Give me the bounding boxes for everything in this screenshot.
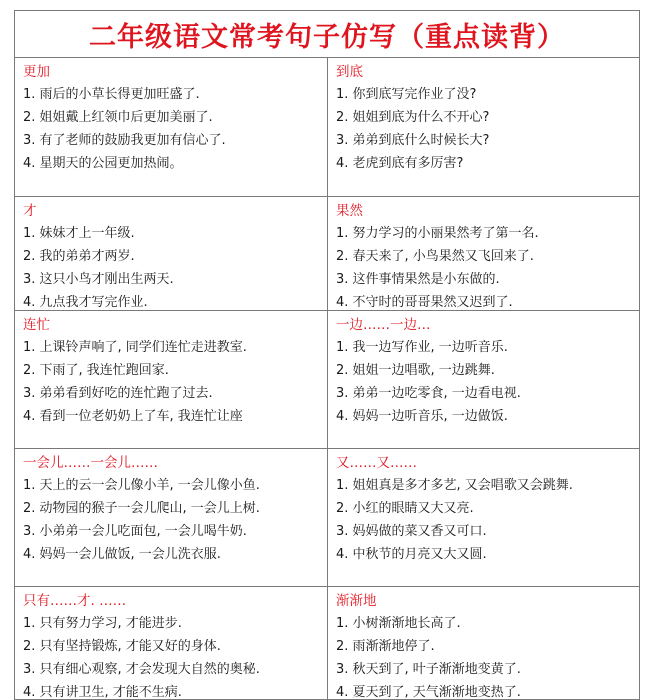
example-sentence: 4. 老虎到底有多厉害?: [336, 156, 464, 171]
example-sentence: 1. 妹妹才上一年级.: [23, 226, 135, 241]
example-sentence: 2. 小红的眼睛又大又亮.: [336, 501, 474, 516]
example-sentence: 3. 秋天到了, 叶子渐渐地变黄了.: [336, 662, 521, 677]
example-sentence: 1. 雨后的小草长得更加旺盛了.: [23, 87, 200, 102]
example-sentence: 3. 小弟弟一会儿吃面包, 一会儿喝牛奶.: [23, 524, 247, 539]
section-cell: [327, 587, 639, 700]
table-row: [15, 58, 639, 197]
section-heading: 只有……才. ……: [23, 593, 127, 609]
section-heading: 渐渐地: [336, 593, 377, 609]
table-row: [15, 311, 639, 449]
example-sentence: 3. 这只小鸟才刚出生两天.: [23, 272, 174, 287]
example-sentence: 1. 努力学习的小丽果然考了第一名.: [336, 226, 539, 241]
example-sentence: 2. 姐姐一边唱歌, 一边跳舞.: [336, 363, 495, 378]
example-sentence: 2. 雨渐渐地停了.: [336, 639, 435, 654]
example-sentence: 1. 你到底写完作业了没?: [336, 87, 477, 102]
example-sentence: 2. 春天来了, 小鸟果然又飞回来了.: [336, 249, 534, 264]
worksheet: [14, 10, 640, 700]
example-sentence: 1. 只有努力学习, 才能进步.: [23, 616, 182, 631]
table-row: [15, 449, 639, 587]
section-cell: [15, 449, 327, 586]
example-sentence: 2. 我的弟弟才两岁.: [23, 249, 135, 264]
table-row: [15, 197, 639, 311]
section-heading: 更加: [23, 64, 50, 80]
example-sentence: 1. 天上的云一会儿像小羊, 一会儿像小鱼.: [23, 478, 260, 493]
example-sentence: 3. 有了老师的鼓励我更加有信心了.: [23, 133, 226, 148]
example-sentence: 1. 我一边写作业, 一边听音乐.: [336, 340, 508, 355]
section-heading: 果然: [336, 203, 363, 219]
example-sentence: 4. 星期天的公园更加热闹。: [23, 156, 183, 171]
example-sentence: 4. 九点我才写完作业.: [23, 295, 148, 310]
example-sentence: 4. 不守时的哥哥果然又迟到了.: [336, 295, 513, 310]
example-sentence: 4. 只有讲卫生, 才能不生病.: [23, 685, 182, 700]
section-heading: 到底: [336, 64, 363, 80]
section-cell: [327, 58, 639, 196]
section-cell: [327, 449, 639, 586]
example-sentence: 2. 只有坚持锻炼, 才能又好的身体.: [23, 639, 221, 654]
example-sentence: 1. 小树渐渐地长高了.: [336, 616, 461, 631]
example-sentence: 1. 姐姐真是多才多艺, 又会唱歌又会跳舞.: [336, 478, 573, 493]
example-sentence: 2. 下雨了, 我连忙跑回家.: [23, 363, 169, 378]
section-cell: [15, 311, 327, 448]
section-cell: [15, 587, 327, 700]
example-sentence: 3. 弟弟到底什么时候长大?: [336, 133, 490, 148]
section-cell: [15, 197, 327, 310]
section-cell: [15, 58, 327, 196]
example-sentence: 3. 弟弟一边吃零食, 一边看电视.: [336, 386, 521, 401]
section-heading: 才: [23, 203, 37, 219]
example-sentence: 2. 姐姐到底为什么不开心?: [336, 110, 490, 125]
section-heading: 一边……一边…: [336, 317, 431, 333]
section-heading: 连忙: [23, 317, 50, 333]
example-sentence: 3. 只有细心观察, 才会发现大自然的奥秘.: [23, 662, 260, 677]
example-sentence: 4. 妈妈一边听音乐, 一边做饭.: [336, 409, 508, 424]
example-sentence: 4. 妈妈一会儿做饭, 一会儿洗衣服.: [23, 547, 221, 562]
example-sentence: 3. 弟弟看到好吃的连忙跑了过去.: [23, 386, 213, 401]
table-row: [15, 587, 639, 700]
section-heading: 一会儿……一会儿……: [23, 455, 158, 471]
example-sentence: 4. 夏天到了, 天气渐渐地变热了.: [336, 685, 521, 700]
page-title: 二年级语文常考句子仿写（重点读背）: [15, 11, 639, 58]
section-cell: [327, 197, 639, 310]
example-sentence: 3. 妈妈做的菜又香又可口.: [336, 524, 487, 539]
example-sentence: 4. 中秋节的月亮又大又圆.: [336, 547, 487, 562]
example-sentence: 2. 姐姐戴上红领巾后更加美丽了.: [23, 110, 213, 125]
example-sentence: 3. 这件事情果然是小东做的.: [336, 272, 500, 287]
example-sentence: 1. 上课铃声响了, 同学们连忙走进教室.: [23, 340, 247, 355]
section-heading: 又……又……: [336, 455, 417, 471]
example-sentence: 4. 看到一位老奶奶上了车, 我连忙让座: [23, 409, 243, 424]
section-cell: [327, 311, 639, 448]
example-sentence: 2. 动物园的猴子一会儿爬山, 一会儿上树.: [23, 501, 260, 516]
